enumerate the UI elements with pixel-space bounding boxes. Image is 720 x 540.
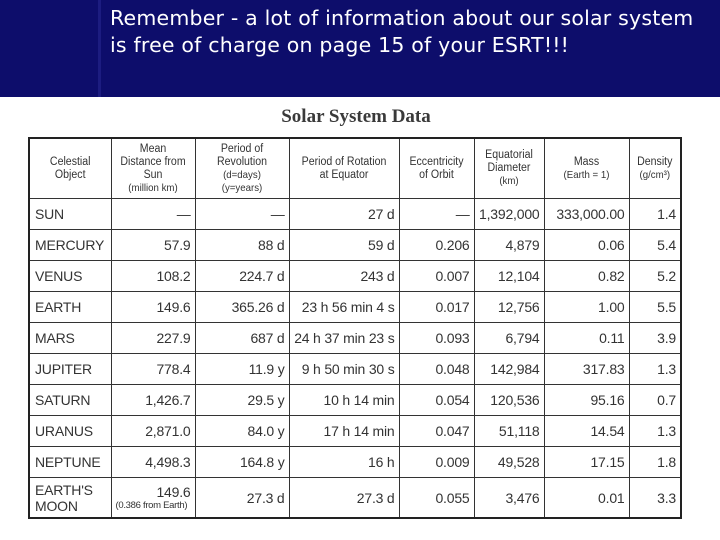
table-cell: 6,794 [474, 323, 544, 354]
solar-system-table-container [28, 137, 680, 518]
table-row [29, 323, 681, 354]
table-cell: 5.5 [629, 292, 681, 323]
table-cell: 84.0 y [195, 416, 289, 447]
table-body [29, 199, 681, 519]
table-cell: 0.009 [399, 447, 474, 478]
row-name-cell: URANUS [29, 416, 111, 447]
solar-system-data-table [28, 137, 682, 519]
table-cell: 227.9 [111, 323, 195, 354]
table-cell: 164.8 y [195, 447, 289, 478]
table-cell: 5.4 [629, 230, 681, 261]
table-cell: 27.3 d [195, 478, 289, 519]
column-header [402, 138, 471, 199]
column-header-title: Celestial Object [49, 155, 91, 181]
row-name-cell [29, 478, 111, 519]
column-header-title: Mass [573, 155, 600, 168]
table-row-moon [29, 478, 681, 519]
column-header-unit: (km) [499, 175, 519, 187]
table-cell: 149.6 [111, 292, 195, 323]
table-cell: 0.054 [399, 385, 474, 416]
row-name-cell: EARTH [29, 292, 111, 323]
table-cell: 17.15 [544, 447, 629, 478]
table-cell: 0.206 [399, 230, 474, 261]
column-header-title: Mean Distance from Sun [120, 142, 186, 181]
table-cell: 10 h 14 min [289, 385, 399, 416]
column-header-title: Period of Revolution [217, 142, 267, 168]
table-cell: 3.9 [629, 323, 681, 354]
moon-distance-note: (0.386 from Earth) [115, 499, 188, 511]
table-cell: — [195, 199, 289, 230]
column-header [293, 138, 394, 199]
table-cell: 88 d [195, 230, 289, 261]
table-cell: — [399, 199, 474, 230]
table-cell: 317.83 [544, 354, 629, 385]
table-cell: 27 d [289, 199, 399, 230]
table-cell: 0.7 [629, 385, 681, 416]
table-row [29, 292, 681, 323]
column-header [631, 138, 679, 199]
table-cell: 1.8 [629, 447, 681, 478]
table-cell: 29.5 y [195, 385, 289, 416]
column-header-unit: (Earth = 1) [563, 168, 610, 181]
table-cell: 120,536 [474, 385, 544, 416]
column-header [547, 138, 625, 199]
table-cell: 0.055 [399, 478, 474, 519]
table-cell: 1.4 [629, 199, 681, 230]
column-header-unit: (g/cm³) [639, 168, 671, 181]
moon-name-line2: MOON [35, 497, 78, 514]
column-header [114, 138, 191, 199]
row-name-cell: NEPTUNE [29, 447, 111, 478]
row-name-cell: VENUS [29, 261, 111, 292]
column-header [477, 138, 541, 199]
column-header-unit: (d=days) (y=years) [221, 168, 263, 194]
table-cell: 365.26 d [195, 292, 289, 323]
table-cell: 12,756 [474, 292, 544, 323]
table-cell: 49,528 [474, 447, 544, 478]
table-cell: 16 h [289, 447, 399, 478]
table-cell: 1,426.7 [111, 385, 195, 416]
table-cell: 243 d [289, 261, 399, 292]
table-cell: 24 h 37 min 23 s [289, 323, 399, 354]
table-heading: Solar System Data [281, 106, 431, 127]
table-row [29, 261, 681, 292]
column-header [32, 138, 107, 199]
row-name-cell: MERCURY [29, 230, 111, 261]
table-cell: 27.3 d [289, 478, 399, 519]
table-cell: 778.4 [111, 354, 195, 385]
table-cell: 0.007 [399, 261, 474, 292]
table-row [29, 447, 681, 478]
table-cell: 51,118 [474, 416, 544, 447]
column-header [199, 138, 285, 199]
banner-accent-bar [98, 0, 101, 97]
table-cell: 0.06 [544, 230, 629, 261]
table-cell: 0.047 [399, 416, 474, 447]
table-cell: 0.093 [399, 323, 474, 354]
table-cell: 9 h 50 min 30 s [289, 354, 399, 385]
table-cell: 1,392,000 [474, 199, 544, 230]
table-row [29, 230, 681, 261]
column-header-title: Density [637, 155, 673, 168]
table-cell: 59 d [289, 230, 399, 261]
banner-title: Remember - a lot of information about our solar system is free of charge on page 15 of your ESRT!!! [110, 6, 694, 57]
table-cell: 57.9 [111, 230, 195, 261]
table-cell: 4,879 [474, 230, 544, 261]
table-cell: 142,984 [474, 354, 544, 385]
table-header-row [29, 138, 681, 199]
table-cell: 687 d [195, 323, 289, 354]
table-row [29, 199, 681, 230]
column-header-title: Eccentricity of Orbit [409, 155, 464, 181]
column-header-title: Equatorial Diameter [485, 149, 533, 174]
table-cell: 3.3 [629, 478, 681, 519]
table-cell: 108.2 [111, 261, 195, 292]
table-cell: 1.00 [544, 292, 629, 323]
table-cell: 333,000.00 [544, 199, 629, 230]
table-cell: 0.82 [544, 261, 629, 292]
table-cell: 0.017 [399, 292, 474, 323]
table-cell: 0.11 [544, 323, 629, 354]
title-banner [0, 0, 720, 97]
table-cell: 4,498.3 [111, 447, 195, 478]
table-cell: 14.54 [544, 416, 629, 447]
moon-name-line1: EARTH'S [35, 481, 93, 498]
row-name-cell: SUN [29, 199, 111, 230]
row-name-cell: MARS [29, 323, 111, 354]
row-name-cell: JUPITER [29, 354, 111, 385]
table-cell: 95.16 [544, 385, 629, 416]
table-cell: 0.048 [399, 354, 474, 385]
table-cell: 1.3 [629, 416, 681, 447]
table-cell: — [111, 199, 195, 230]
table-cell: 5.2 [629, 261, 681, 292]
table-cell: 23 h 56 min 4 s [289, 292, 399, 323]
table-cell: 17 h 14 min [289, 416, 399, 447]
table-cell-distance [111, 478, 195, 519]
table-row [29, 354, 681, 385]
table-cell: 224.7 d [195, 261, 289, 292]
table-cell: 1.3 [629, 354, 681, 385]
table-cell: 0.01 [544, 478, 629, 519]
column-header-title: Period of Rotation at Equator [301, 155, 387, 181]
table-cell: 11.9 y [195, 354, 289, 385]
table-cell: 2,871.0 [111, 416, 195, 447]
table-row [29, 385, 681, 416]
row-name-cell: SATURN [29, 385, 111, 416]
column-header-unit: (million km) [128, 181, 178, 194]
table-row [29, 416, 681, 447]
table-cell: 3,476 [474, 478, 544, 519]
moon-distance-value: 149.6 [156, 483, 191, 500]
table-cell: 12,104 [474, 261, 544, 292]
